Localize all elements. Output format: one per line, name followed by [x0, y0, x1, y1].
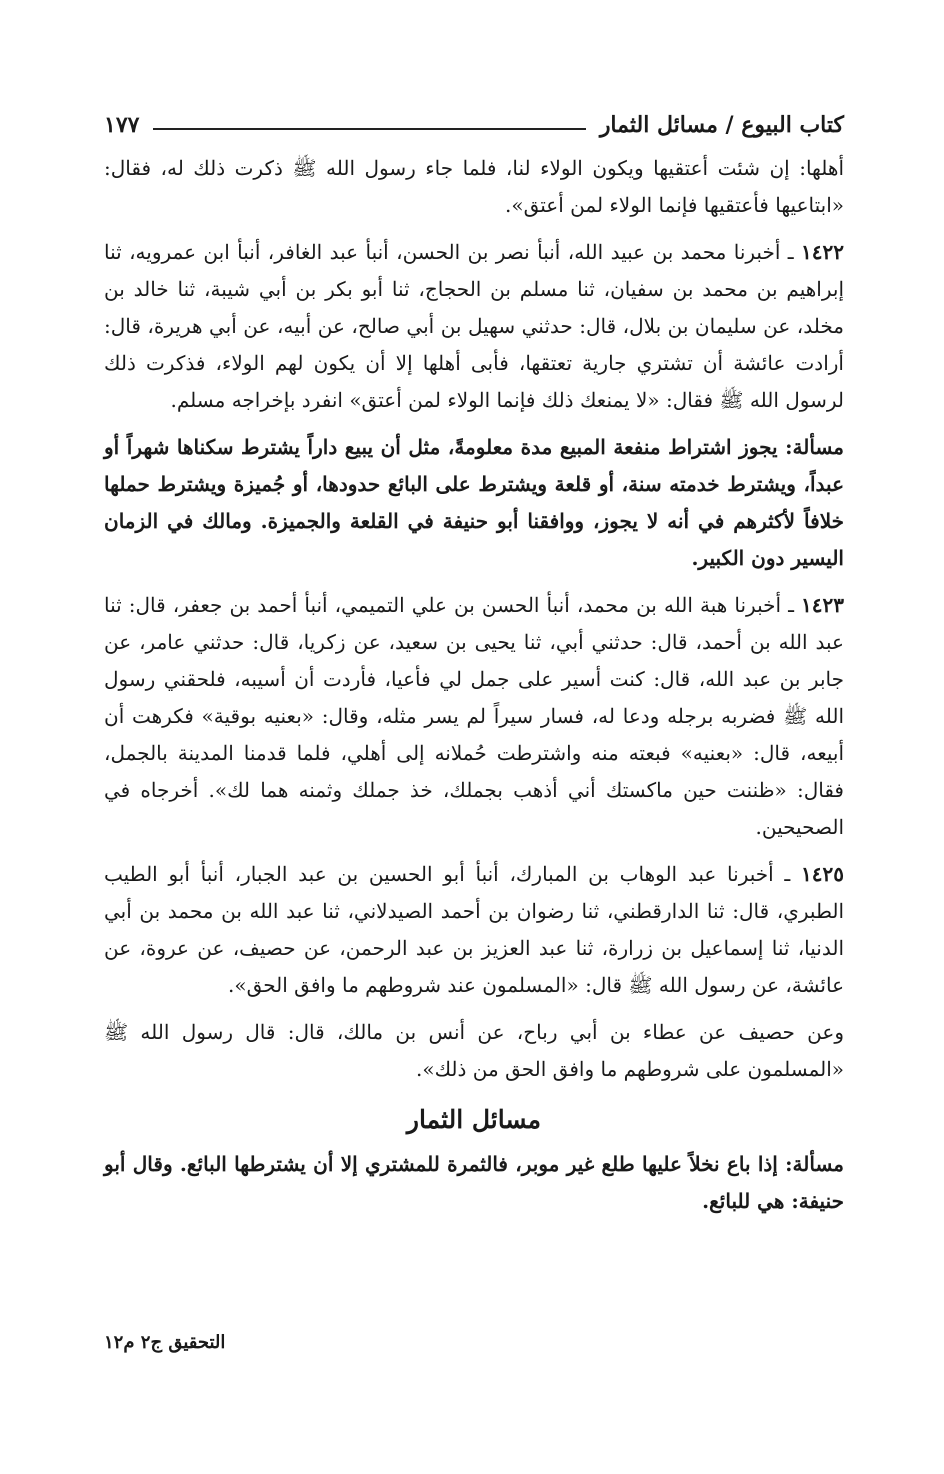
masala-conditions: مسألة: يجوز اشتراط منفعة المبيع مدة معلومةً، مثل أن يبيع داراً يشترط سكناها شهراً أو عبداً، ويشترط خدمته سنة، أو قلعة ويشترط على البائع حدودها، أو جُميزة ويشترط حملها خلافاً لأكثرهم في أنه لا يجوز، ووافقنا أبو حنيفة في القلعة والجميزة. ومالك في الزمان اليسير دون الكبير.: [104, 435, 844, 570]
hadith-number: ١٤٢٥: [801, 862, 844, 886]
signature-mark: التحقيق ج٢ م١٢: [104, 1332, 226, 1353]
paragraph-continuation: أهلها: إن شئت أعتقيها ويكون الولاء لنا، فلما جاء رسول الله ﷺ ذكرت ذلك له، فقال: «ابتاعيها فأعتقيها فإنما الولاء لمن أعتق».: [104, 156, 844, 217]
page-number: ١٧٧: [104, 112, 140, 138]
header-title: كتاب البيوع / مسائل الثمار: [599, 112, 844, 138]
hadith-number: ١٤٢٣: [801, 593, 844, 617]
masala-fruits: مسألة: إذا باع نخلاً عليها طلع غير موبر، فالثمرة للمشتري إلا أن يشترطها البائع. وقال أبو حنيفة: هي للبائع.: [104, 1152, 844, 1213]
running-header: [104, 98, 844, 138]
hadith-1425: [104, 856, 844, 1004]
header-rule: [153, 128, 585, 130]
hadith-number: ١٤٢٢: [801, 240, 844, 264]
hadith-1423: [104, 587, 844, 846]
section-title: مسائل الثمار: [406, 1105, 542, 1134]
hadith-1422: [104, 234, 844, 419]
page-body: [104, 150, 844, 1230]
hadith-text: ـ أخبرنا محمد بن عبيد الله، أنبأ نصر بن الحسن، أنبأ عبد الغافر، أنبأ ابن عمرويه، ثنا إبراهيم بن محمد بن سفيان، ثنا مسلم بن الحجاج، ثنا أبو بكر بن أبي شيبة، ثنا خالد بن مخلد، عن سليمان بن بلال، قال: حدثني سهيل بن أبي صالح، عن أبيه، عن أبي هريرة، قال: أرادت عائشة أن تشتري جارية تعتقها، فأبى أهلها إلا أن يكون لهم الولاء، فذكرت ذلك لرسول الله ﷺ فقال: «لا يمنعك ذلك فإنما الولاء لمن أعتق» انفرد بإخراجه مسلم.: [104, 240, 844, 412]
hadith-text: ـ أخبرنا عبد الوهاب بن المبارك، أنبأ أبو الحسين بن عبد الجبار، أنبأ أبو الطيب الطبري، قال: ثنا الدارقطني، ثنا رضوان بن أحمد الصيدلاني، ثنا عبد الله بن محمد بن أبي الدنيا، ثنا إسماعيل بن زرارة، ثنا عبد العزيز بن عبد الرحمن، عن حصيف، عن عروة، عن عائشة، عن رسول الله ﷺ قال: «المسلمون عند شروطهم ما وافق الحق».: [104, 862, 844, 997]
hadith-text: ـ أخبرنا هبة الله بن محمد، أنبأ الحسن بن علي التميمي، أنبأ أحمد بن جعفر، قال: ثنا عبد الله بن أحمد، قال: حدثني أبي، ثنا يحيى بن سعيد، عن زكريا، قال: حدثني عامر، عن جابر بن عبد الله، قال: كنت أسير على جمل لي فأعيا، فأردت أن أسيبه، فلحقني رسول الله ﷺ فضربه برجله ودعا له، فسار سيراً لم يسر مثله، وقال: «بعنيه بوقية» فكرهت أن أبيعه، قال: «بعنيه» فبعته منه واشترطت حُملانه إلى أهلي، فلما قدمنا المدينة بالجمل، فقال: «ظننت حين ماكستك أني أذهب بجملك، خذ جملك وثمنه هما لك». أخرجاه في الصحيحين.: [104, 593, 844, 839]
hadith-addendum: وعن حصيف عن عطاء بن أبي رباح، عن أنس بن مالك، قال: قال رسول الله ﷺ «المسلمون على شروطهم ما وافق الحق من ذلك».: [104, 1020, 844, 1081]
